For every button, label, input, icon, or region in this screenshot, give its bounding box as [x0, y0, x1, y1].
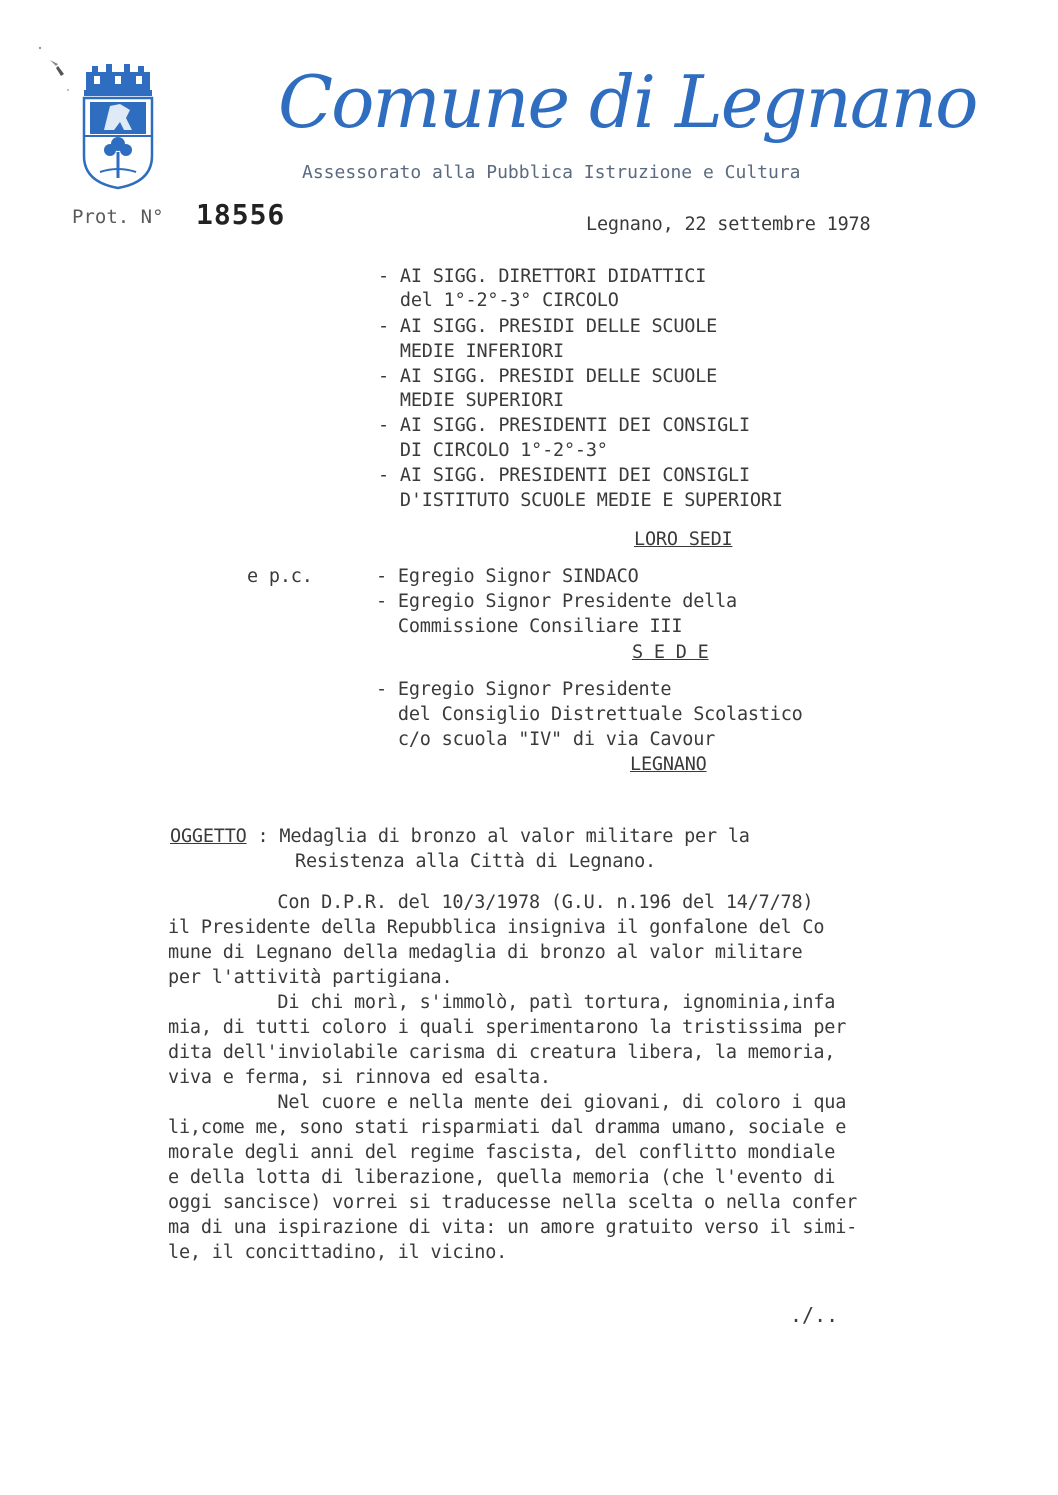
letter-body — [168, 890, 968, 1265]
letter-date: Legnano, 22 settembre 1978 — [586, 214, 871, 235]
subject-sep: : — [246, 826, 280, 847]
cc-line: - Egregio Signor Presidente — [376, 679, 672, 700]
body-line: viva e ferma, si rinnova ed esalta. — [168, 1067, 551, 1088]
recipient-line: MEDIE INFERIORI — [378, 341, 564, 362]
body-line: li,come me, sono stati risparmiati dal dramma umano, sociale e — [168, 1117, 847, 1138]
cc-line: - Egregio Signor Presidente della — [376, 591, 737, 612]
place-label: LEGNANO — [630, 754, 707, 775]
cc-line: c/o scuola "IV" di via Cavour — [376, 729, 716, 750]
paper-speck-icon — [28, 30, 88, 100]
sede-label: S E D E — [632, 642, 709, 663]
body-line: mune di Legnano della medaglia di bronzo al valor militare — [168, 942, 803, 963]
body-line: morale degli anni del regime fascista, del conflitto mondiale — [168, 1142, 836, 1163]
letterhead-title: Comune di Legnano — [278, 60, 977, 144]
body-line: Nel cuore e nella mente dei giovani, di coloro i qua — [168, 1092, 847, 1113]
coat-of-arms-icon — [80, 60, 156, 192]
continuation-mark: ./.. — [790, 1303, 839, 1327]
subject — [170, 824, 750, 849]
body-line: le, il concittadino, il vicino. — [168, 1242, 508, 1263]
body-line: e della lotta di liberazione, quella memoria (che l'evento di — [168, 1167, 836, 1188]
body-line: per l'attività partigiana. — [168, 967, 453, 988]
recipient-line: - AI SIGG. PRESIDI DELLE SCUOLE — [378, 366, 718, 387]
recipient-line: DI CIRCOLO 1°-2°-3° — [378, 440, 608, 461]
subject-line1: Medaglia di bronzo al valor militare per la — [279, 826, 750, 847]
body-line: dita dell'inviolabile carisma di creatura libera, la memoria, — [168, 1042, 836, 1063]
recipient-line: - AI SIGG. PRESIDENTI DEI CONSIGLI — [378, 465, 750, 486]
body-line: ma di una ispirazione di vita: un amore gratuito verso il simi- — [168, 1217, 858, 1238]
subject-line2: Resistenza alla Città di Legnano. — [295, 851, 656, 872]
letterhead-subtitle: Assessorato alla Pubblica Istruzione e Cultura — [302, 162, 801, 183]
body-line: il Presidente della Repubblica insigniva il gonfalone del Co — [168, 917, 825, 938]
recipient-line: - AI SIGG. DIRETTORI DIDATTICI — [378, 266, 707, 287]
recipient-line: del 1°-2°-3° CIRCOLO — [378, 290, 619, 311]
loro-sedi: LORO SEDI — [634, 529, 733, 550]
cc-line: del Consiglio Distrettuale Scolastico — [376, 704, 803, 725]
body-line: oggi sancisce) vorrei si traducesse nella scelta o nella confer — [168, 1192, 858, 1213]
recipient-line: D'ISTITUTO SCUOLE MEDIE E SUPERIORI — [378, 490, 783, 511]
subject-label: OGGETTO — [170, 826, 247, 847]
protocol-number: 18556 — [196, 198, 286, 231]
cc-line: - Egregio Signor SINDACO — [376, 566, 639, 587]
body-line: mia, di tutti coloro i quali sperimentarono la tristissima per — [168, 1017, 847, 1038]
cc-line: Commissione Consiliare III — [376, 616, 683, 637]
protocol-label: Prot. N° — [72, 206, 164, 228]
body-line: Con D.P.R. del 10/3/1978 (G.U. n.196 del 14/7/78) — [168, 892, 814, 913]
recipient-line: - AI SIGG. PRESIDENTI DEI CONSIGLI — [378, 415, 750, 436]
body-line: Di chi morì, s'immolò, patì tortura, ignominia,infa — [168, 992, 836, 1013]
recipient-line: MEDIE SUPERIORI — [378, 390, 564, 411]
cc-label: e p.c. — [247, 566, 313, 587]
recipient-line: - AI SIGG. PRESIDI DELLE SCUOLE — [378, 316, 718, 337]
